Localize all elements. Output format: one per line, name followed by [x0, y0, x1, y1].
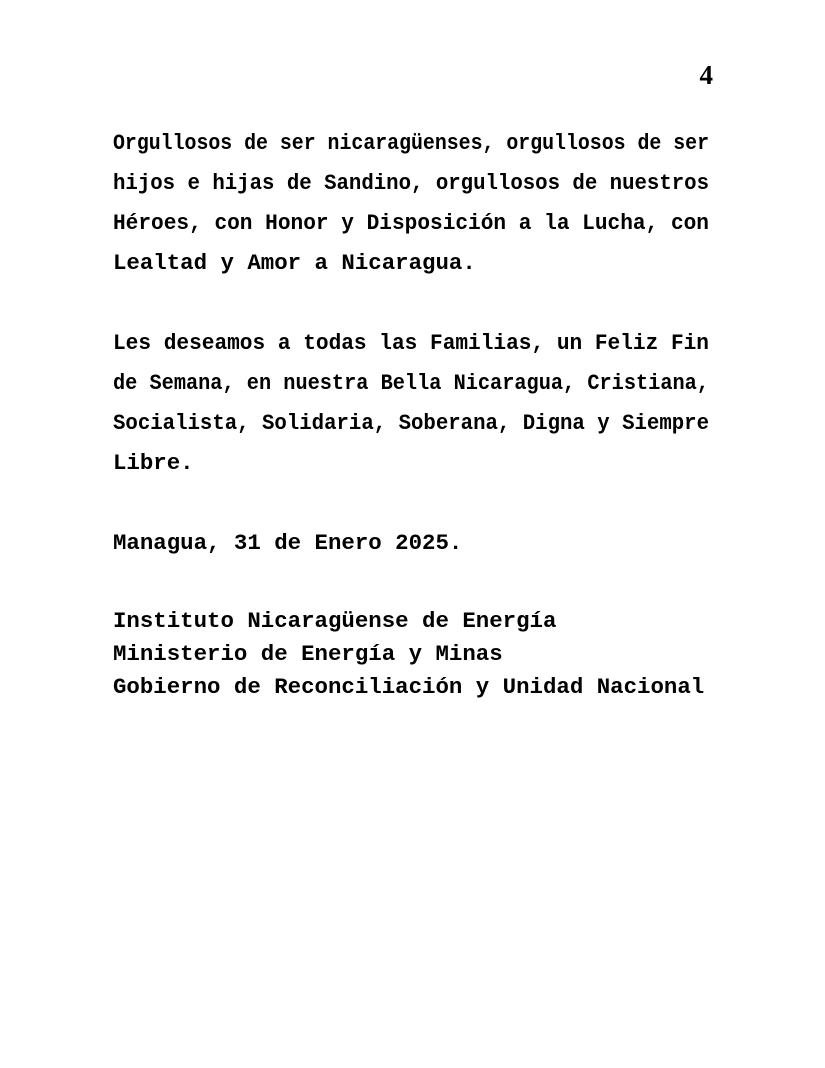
text-line-content: Libre. [113, 450, 194, 476]
text-line-content: de Semana, en nuestra Bella Nicaragua, Cristiana, [113, 370, 709, 396]
text-line [113, 443, 709, 483]
text-line-content: hijos e hijas de Sandino, orgullosos de nuestros [113, 170, 709, 196]
text-line [113, 163, 709, 203]
text-line-content: Héroes, con Honor y Disposición a la Lucha, con [113, 210, 709, 236]
text-line [113, 323, 709, 363]
signature-line-institute: Instituto Nicaragüense de Energía [113, 608, 557, 634]
text-line-content: Lealtad y Amor a Nicaragua. [113, 250, 476, 276]
date-block [113, 523, 709, 563]
text-line-content: Les deseamos a todas las Familias, un Feliz Fin [113, 330, 709, 356]
text-line [113, 123, 709, 163]
signature-line-ministry: Ministerio de Energía y Minas [113, 641, 503, 667]
date-line-content: Managua, 31 de Enero 2025. [113, 530, 463, 556]
text-line [113, 403, 709, 443]
paragraph-wishes [113, 323, 709, 483]
text-line-content: Orgullosos de ser nicaragüenses, orgullosos de ser [113, 130, 709, 156]
signature-block [113, 605, 709, 704]
date-line [113, 523, 709, 563]
page-number: 4 [699, 60, 713, 90]
paragraph-pride [113, 123, 709, 283]
text-line [113, 243, 709, 283]
text-line [113, 203, 709, 243]
text-line [113, 363, 709, 403]
signature-line-government: Gobierno de Reconciliación y Unidad Nacional [113, 674, 705, 700]
document-body [113, 123, 709, 704]
text-line-content: Socialista, Solidaria, Soberana, Digna y Siempre [113, 410, 709, 436]
